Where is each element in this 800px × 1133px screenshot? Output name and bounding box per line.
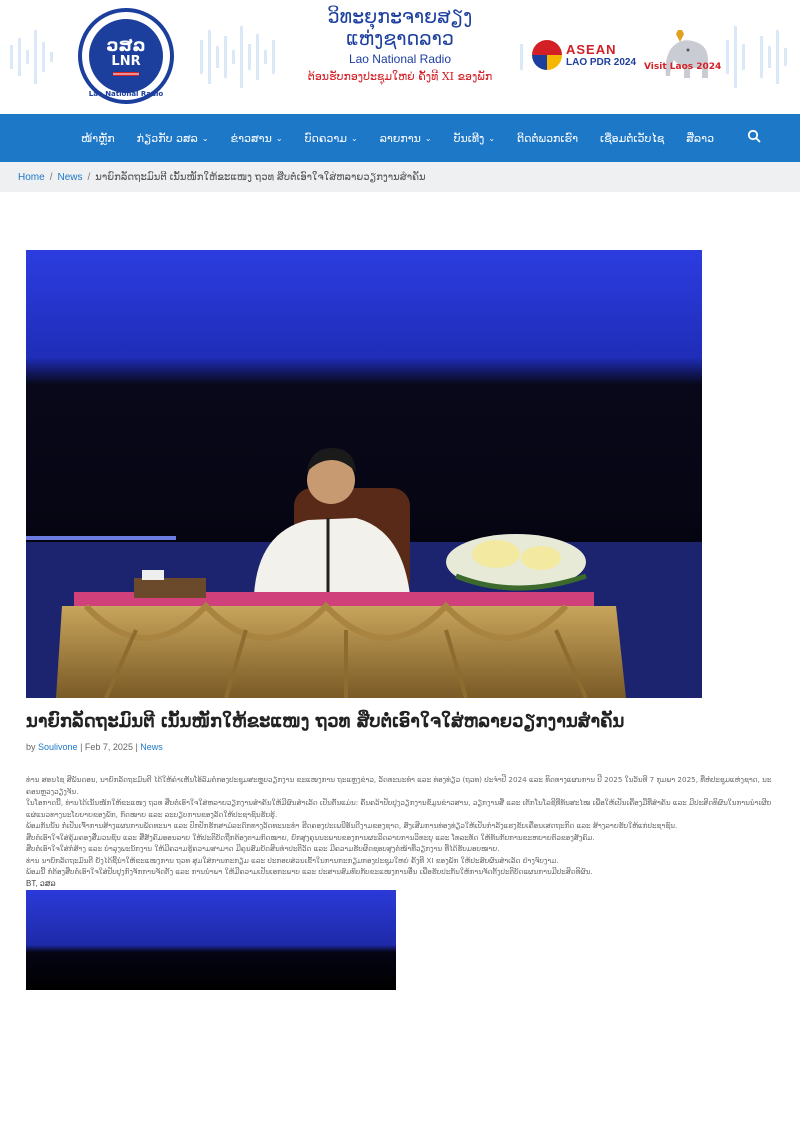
article-second-image[interactable] — [26, 890, 396, 990]
article-hero-image[interactable] — [26, 250, 702, 698]
breadcrumb-separator: / — [87, 171, 91, 183]
logo-inner — [89, 19, 163, 93]
logo-abbr-text: LNR — [111, 53, 141, 69]
nav-label: ເຊື່ອມຕໍ່ເວັບໄຊ — [600, 131, 665, 145]
article-paragraph: ໃນໂອກາດນີ້, ທ່ານໄດ້ເນັ້ນໜັກໃຫ້ຂະແໜງ ຖວທ ສືບຕໍ່ເອົາໃຈໃສ່ຫລາຍວຽກງານສຳຄັນໃຫ້ມີຜົນສຳເລັດ ເປັນຕົ້ນແມ່ນ: ຄົ້ນຄວ້າປັບປຸງວຽກງານຂໍ້ມູນຂ່າວສານ, ວຽກງານສື່ ແລະ ເຕັກໂນໂລຊີທີ່ທັນສະໄໝ ເພື່ອໃຫ້ເປັນເຄື່ອງມືທີ່ສຳຄັນ ແລະ ມີປະສິດທິຜົນໃນການນຳເຜີຍແຜ່ແນວທາງນະໂຍບາຍຂອງພັກ, ກົດໝາຍ ແລະ ລະບຽບການຂອງລັດໃຫ້ປະຊາຊົນຮັບຮູ້. — [26, 798, 772, 819]
breadcrumb-home[interactable]: Home — [18, 171, 45, 183]
nav-item-contact[interactable] — [506, 132, 589, 145]
article-paragraph: ສືບຕໍ່ເອົາໃຈໃສ່ຄຸ້ມຄອງສື່ມວນຊົນ ແລະ ສື່ສັງຄົມອອນລາຍ ໃຫ້ປະຕິບັດຖືກຕ້ອງຕາມກົດໝາຍ, ຍົກສູງຄຸນນະພາບຂອງການຜະລິດລາຍການວິທະຍຸ ແລະ ໂທລະທັດ ໃຫ້ທັນກັບການຂະຫຍາຍຕົວຂອງສັງຄົມ. — [26, 832, 595, 842]
nav-item-entertainment[interactable] — [443, 132, 506, 145]
nav-label: ສື່ລາວ — [686, 131, 715, 145]
article-paragraph: ພ້ອມນີ້ ກໍ່ຕ້ອງສືບຕໍ່ເອົາໃຈໃສ່ປັບປຸງກົງຈັກການຈັດຕັ້ງ ແລະ ການນຳພາ ໃຫ້ມີຄວາມເປັນເອກະພາບ ແລະ ປະສານສົມທົບກັບຂະແໜງການອື່ນ ເພື່ອຮັບປະກັນໃຫ້ການຈັດຕັ້ງປະຕິບັດແຜນການມີປະສິດທິຜົນ. — [26, 867, 593, 876]
site-title-lao: ວິທະຍຸກະຈາຍສຽງ ແຫ່ງຊາດລາວ — [327, 6, 473, 50]
chevron-down-icon: ⌄ — [201, 133, 209, 143]
meta-by: by — [26, 742, 36, 752]
elephant-icon — [640, 28, 716, 86]
nav-label: ກ່ຽວກັບ ວສລ — [136, 131, 198, 145]
nav-item-home[interactable] — [70, 132, 126, 145]
visit-laos-text: Visit Laos 2024 — [644, 62, 722, 72]
nav-item-lao-media[interactable] — [675, 132, 725, 145]
search-icon — [747, 129, 761, 143]
logo-lao-text: ວສລ — [106, 35, 146, 56]
breadcrumb-news[interactable]: News — [57, 171, 83, 183]
article-source: BT, ວສລ — [26, 878, 56, 888]
article-paragraph: ພ້ອມກັນນັ້ນ ກໍ່ເປັນເຈົ້າການສ້າງແຜນການພັດທະນາ ແລະ ປົກປັກຮັກສາມໍລະດົກທາງວັດທະນະທຳ ຮີດຄອງປະເພນີອັນດີງາມຂອງຊາດ, ສົ່ງເສີມການທ່ອງທ່ຽວໃຫ້ເປັນກຳລັງແຮງຂັບເຄື່ອນເສດຖະກິດ ແລະ ສ້າງລາຍຮັບໃຫ້ແກ່ປະຊາຊົນ. — [26, 821, 678, 830]
article-title: ນາຍົກລັດຖະມົນຕີ ເນັ້ນໜັກໃຫ້ຂະແໜງ ຖວທ ສືບຕໍ່ເອົາໃຈໃສ່ຫລາຍວຽກງານສຳຄັນ — [26, 711, 625, 732]
asean-2024-logo — [532, 40, 636, 70]
site-title-en: Lao National Radio — [348, 52, 452, 66]
chevron-down-icon: ⌄ — [424, 133, 432, 143]
logo-ring-text: Lao National Radio — [88, 90, 164, 98]
search-button[interactable] — [747, 128, 767, 148]
breadcrumb-current: ນາຍົກລັດຖະມົນຕີ ເນັ້ນໜັກໃຫ້ຂະແໜງ ຖວທ ສືບຕໍ່ເອົາໃຈໃສ່ຫລາຍວຽກງານສຳຄັນ — [95, 171, 426, 183]
asean-title: ASEAN — [566, 42, 617, 57]
site-title-block — [300, 6, 500, 84]
nav-label: ຕິດຕໍ່ພວກເຮົາ — [517, 131, 578, 145]
nav-label: ໜ້າຫຼັກ — [81, 131, 115, 145]
asean-text — [566, 42, 636, 68]
asean-emblem-icon — [532, 40, 562, 70]
chevron-down-icon: ⌄ — [351, 133, 358, 143]
nav-item-programs[interactable] — [369, 132, 443, 145]
article-content — [0, 192, 800, 990]
chevron-down-icon: ⌄ — [488, 133, 496, 143]
nav-label: ບົດຄວາມ — [304, 131, 347, 145]
article-paragraph: ທ່ານ ສອນໄຊ ສີພັນດອນ, ນາຍົກລັດຖະມົນຕີ ໄດ້ໃຫ້ຄຳເຫັນໂອ້ລົມຕໍ່ກອງປະຊຸມສະຫຼຸບວຽກງານ ຂະແໜງການ ຖະແຫຼງຂ່າວ, ວັດທະນະທຳ ແລະ ທ່ອງທ່ຽວ (ຖວທ) ປະຈຳປີ 2024 ແລະ ທິດທາງແຜນການ ປີ 2025 ໃນວັນທີ 7 ກຸມພາ 2025, ທີ່ຫໍປະຊຸມແຫ່ງຊາດ, ນະຄອນຫຼວງວຽງຈັນ. — [26, 775, 772, 796]
nav-item-articles[interactable] — [294, 132, 369, 145]
article-date: Feb 7, 2025 — [84, 742, 133, 752]
nav-label: ລາຍການ — [379, 131, 421, 145]
article-meta: by Soulivone | Feb 7, 2025 | News — [26, 742, 163, 752]
site-slogan: ຕ້ອນຮັບກອງປະຊຸມໃຫຍ່ ຄັ້ງທີ XI ຂອງພັກ — [307, 70, 493, 83]
lnr-logo[interactable] — [78, 8, 174, 104]
asean-subtitle: LAO PDR 2024 — [566, 57, 637, 68]
nav-label: ຂ່າວສານ — [230, 131, 272, 145]
breadcrumb — [0, 162, 800, 192]
chevron-down-icon: ⌄ — [275, 133, 283, 143]
nav-item-about[interactable] — [126, 132, 220, 145]
article-body — [26, 774, 774, 888]
breadcrumb-separator: / — [49, 171, 53, 183]
article-paragraph: ສືບຕໍ່ເອົາໃຈໃສ່ກໍ່ສ້າງ ແລະ ບຳລຸງພະນັກງານ ໃຫ້ມີຄວາມຮູ້ຄວາມສາມາດ ມີຄຸນສົມບັດສິນທຳປະຕິວັດ ແລະ ມີຄວາມຮັບຜິດຊອບສູງຕໍ່ໜ້າທີ່ວຽກງານ ທີ່ໄດ້ຮັບມອບໝາຍ. — [26, 844, 500, 853]
site-header — [0, 0, 800, 114]
lao-flag-icon — [113, 72, 139, 76]
author-link[interactable]: Soulivone — [38, 742, 78, 752]
nav-label: ບັນເທີງ — [453, 131, 485, 145]
article-paragraph: ທ່ານ ນາຍົກລັດຖະມົນຕີ ຍັງໄດ້ຊີ້ນຳໃຫ້ຂະແໜງການ ຖວທ ສຸມໃສ່ການກະກຽມ ແລະ ປະກອບສ່ວນເຂົ້າໃນການກະກຽມກອງປະຊຸມໃຫຍ່ ຄັ້ງທີ XI ຂອງພັກ ໃຫ້ປະສົບຜົນສຳເລັດ ຢ່າງຈົບງາມ. — [26, 855, 559, 865]
main-nav — [0, 114, 800, 162]
category-link[interactable]: News — [140, 742, 163, 752]
nav-item-links[interactable] — [589, 132, 675, 145]
nav-item-news[interactable] — [220, 132, 294, 145]
